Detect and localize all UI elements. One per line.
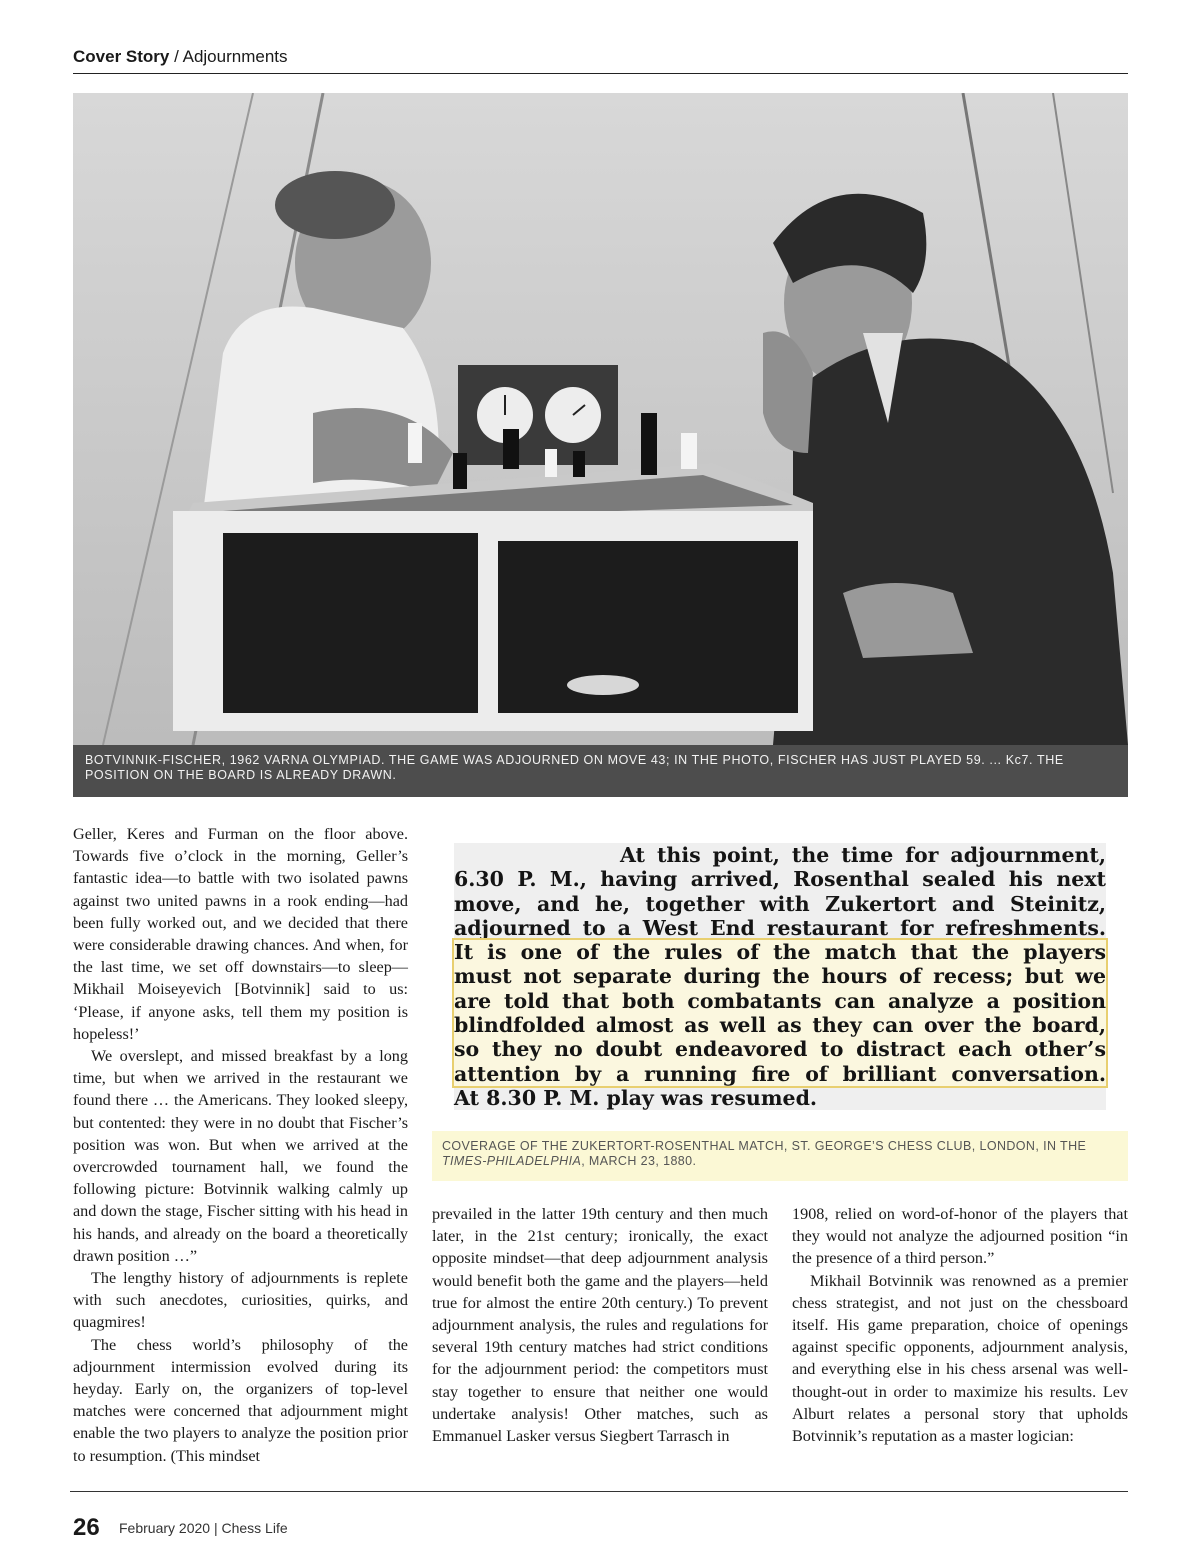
clipping-highlight [454, 940, 1106, 1086]
paragraph: We overslept, and missed breakfast by a long time, but when we arrived in the restaurant we found there … the Americans. They looked sleepy, but contented: they were in no doubt that Fischer’s position was won. But when we arrived at the overcrowded tournament hall, we found the following picture: Botvinnik walking calmly up and down the stage, Fischer sitting with his head in his hands, and already on the board a theoretically drawn position …” [73, 1047, 408, 1265]
clipping-line: are told that both combatants can analyze a position [454, 988, 1106, 1013]
header-separator: / [169, 47, 183, 66]
caption-publication: TIMES-PHILADELPHIA [442, 1154, 582, 1168]
footer-divider [70, 1491, 1128, 1492]
section-label: Cover Story [73, 47, 170, 66]
text-column-2 [432, 1203, 768, 1447]
footer-separator: | [210, 1520, 222, 1536]
caption-text: , MARCH 23, 1880. [581, 1154, 697, 1168]
clipping-text [454, 843, 1106, 1110]
clipping-line: It is one of the rules of the match that the players [454, 940, 1106, 965]
clipping-line: At 8.30 P. M. play was resumed. [454, 1085, 818, 1110]
clipping-line: At this point, the time for adjournment, [620, 843, 1106, 867]
clipping-caption [432, 1131, 1128, 1181]
text-column-1 [73, 823, 408, 1467]
text-column-3 [792, 1203, 1128, 1447]
paragraph: Geller, Keres and Furman on the floor above. Towards five o’clock in the morning, Geller’s fantastic idea—to battle with two isolated pawns against two united pawns in a rook ending—had been fully worked out, and we decided that there were considerable drawing chances. And when, for the last time, we set off downstairs—to sleep—Mikhail Moiseyevich [Botvinnik] said to us: ‘Please, if anyone asks, tell them my position is hopeless!’ [73, 825, 408, 1043]
caption-text: COVERAGE OF THE ZUKERTORT-ROSENTHAL MATCH, ST. GEORGE’S CHESS CLUB, LONDON, IN THE [442, 1139, 1087, 1153]
issue-date: February 2020 [119, 1520, 211, 1536]
page-number: 26 [73, 1514, 100, 1541]
clipping-line: 6.30 P. M., having arrived, Rosenthal sealed his next [454, 867, 1106, 892]
clipping-line: adjourned to a West End restaurant for refreshments. [454, 915, 1106, 940]
running-header [73, 47, 1128, 74]
paragraph: 1908, relied on word-of-honor of the players that they would not analyze the adjourned position “in the presence of a third person.” [792, 1205, 1128, 1268]
clipping-line: must not separate during the hours of recess; but we [454, 964, 1106, 989]
paragraph: The lengthy history of adjournments is replete with such anecdotes, curiosities, quirks, and quagmires! [73, 1269, 408, 1332]
clipping-line: move, and he, together with Zukertort and Steinitz, [454, 891, 1106, 916]
clipping-line: so they no doubt endeavored to distract each other’s [454, 1037, 1106, 1062]
photo-caption: BOTVINNIK-FISCHER, 1962 VARNA OLYMPIAD. THE GAME WAS ADJOURNED ON MOVE 43; IN THE PHOTO, FISCHER HAS JUST PLAYED 59. ... Kc7. THE POSITION ON THE BOARD IS ALREADY DRAWN. [73, 745, 1128, 797]
subsection-label: Adjournments [182, 47, 288, 66]
paragraph: prevailed in the latter 19th century and then much later, in the 21st century; ironically, the exact opposite mindset—that deep adjournment analysis would benefit both the game and the players—held true for almost the entire 20th century.) To prevent adjournment analysis, the rules and regulations for several 19th century matches had strict conditions for the adjournment period: the competitors must stay together to ensure that neither one would undertake analysis! Other matches, such as Emmanuel Lasker versus Siegbert Tarrasch in [432, 1205, 768, 1446]
newspaper-clipping [432, 835, 1128, 1131]
paragraph: Mikhail Botvinnik was renowned as a premier chess strategist, and not just on the chessboard itself. His game preparation, choice of openings against specific opponents, adjournment analysis, and everything else in his chess arsenal was well-thought-out in order to maximize his results. Lev Alburt relates a personal story that upholds Botvinnik’s reputation as a master logician: [792, 1271, 1128, 1446]
photo-illustration [73, 93, 1128, 745]
magazine-name: Chess Life [221, 1520, 288, 1536]
clipping-line: blindfolded almost as well as they can over the board, [454, 1013, 1106, 1038]
footer-issue-info [119, 1520, 288, 1536]
chess-match-photo [73, 93, 1128, 797]
clipping-line: attention by a running fire of brilliant conversation. [454, 1061, 1106, 1086]
paragraph: The chess world’s philosophy of the adjournment intermission evolved during its heyday. Early on, the organizers of top-level matches were concerned that adjournment might enable the two players to analyze the position prior to resumption. (This mindset [73, 1335, 408, 1465]
